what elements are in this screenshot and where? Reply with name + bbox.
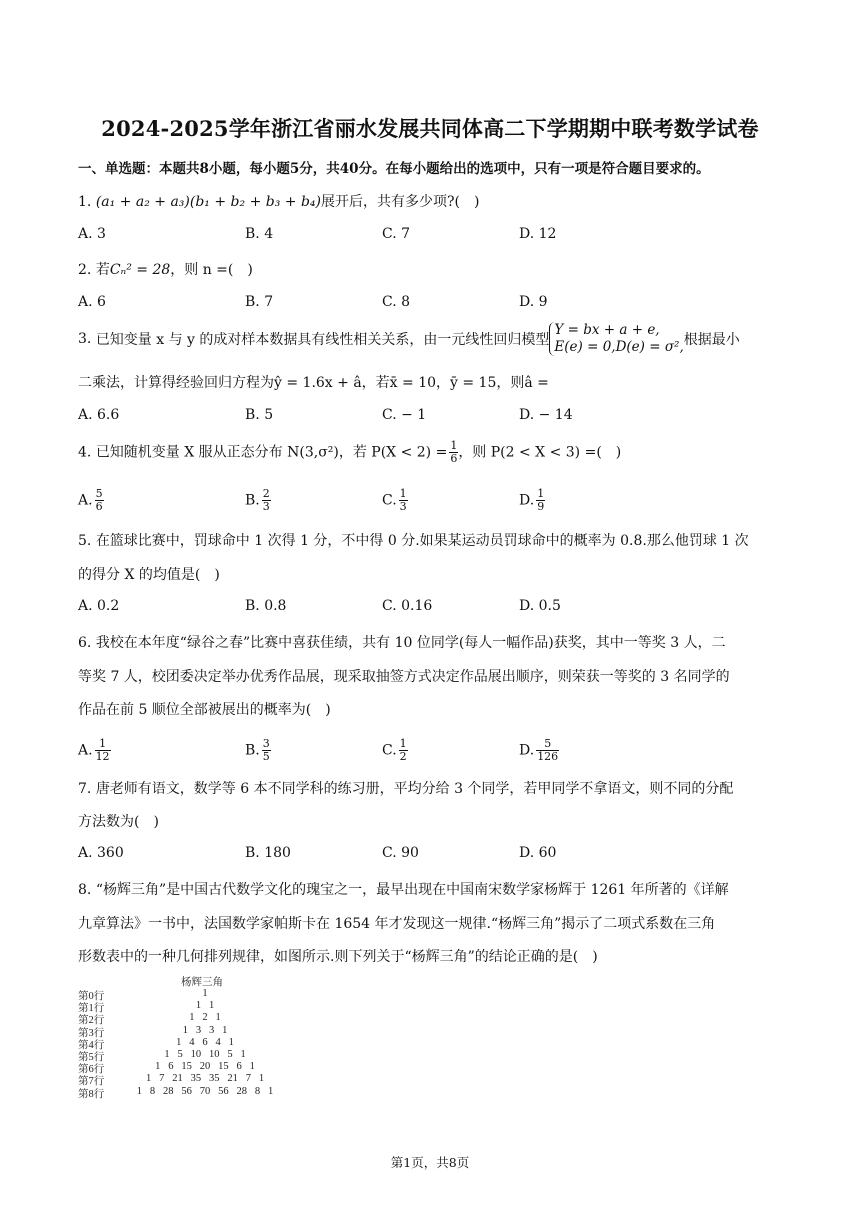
fraction <box>449 440 458 465</box>
question-text: 已知变量 x 与 y 的成对样本数据具有线性相关关系，由一元线性回归模型 <box>95 332 550 348</box>
option-b: B. $\frac{2}{3}$ <box>245 487 270 513</box>
triangle-row-label: 第1行 <box>78 1003 105 1015</box>
option-b: B. 0.8 <box>245 598 287 614</box>
triangle-row-label: 第7行 <box>78 1076 105 1088</box>
question-number: 2. <box>78 262 92 278</box>
question-number: 4. <box>78 444 92 461</box>
question-number: 3. <box>78 331 92 347</box>
question-number: 8. <box>78 882 92 898</box>
question-number: 1. <box>78 194 92 210</box>
question-number: 6. <box>78 635 92 651</box>
triangle-row-label: 第4行 <box>78 1039 105 1051</box>
question-6-line2: 等奖 7 人，校团委决定举办优秀作品展，现采取抽签方式决定作品展出顺序，则荣获一等奖的 3 名同学的 <box>78 669 730 685</box>
question-text: 展开后，共有多少项?( ) <box>321 194 480 210</box>
question-text: 已知随机变量 X 服从正态分布 N(3,σ²)，若 P(X < 2) = <box>95 444 448 461</box>
triangle-row-values: 1 2 1 <box>189 1012 221 1024</box>
triangle-row-label: 第8行 <box>78 1088 105 1100</box>
triangle-row-values: 1 5 10 10 5 1 <box>164 1049 246 1060</box>
option-c: C. − 1 <box>382 407 427 423</box>
triangle-row-values: 1 7 21 35 35 21 7 1 <box>145 1073 265 1085</box>
section-heading: 一、单选题：本题共8小题，每小题5分，共40分。在每小题给出的选项中，只有一项是符合题目要求的。 <box>78 161 710 177</box>
question-text: 唐老师有语文，数学等 6 本不同学科的练习册，平均分给 3 个同学，若甲同学不拿语文，则不同的分配 <box>95 781 734 797</box>
option-c: C. 7 <box>382 226 411 242</box>
question-5-line2: 的得分 X 的均值是( ) <box>78 567 220 583</box>
question-number: 5. <box>78 533 92 549</box>
option-c: C. $\frac{1}{2}$ <box>382 737 407 763</box>
question-number: 7. <box>78 781 92 797</box>
model-cases <box>549 322 683 356</box>
option-b: B. $\frac{3}{5}$ <box>245 737 270 763</box>
option-a: A. 360 <box>78 845 124 861</box>
option-a: A. $\frac{5}{6}$ <box>78 487 103 513</box>
triangle-caption: 杨辉三角 <box>181 977 223 988</box>
triangle-row-values: 1 4 6 4 1 <box>176 1036 234 1048</box>
question-text: 我校在本年度“绿谷之春”比赛中喜获佳绩，共有 10 位同学(每人一幅作品)获奖，其中一等奖 3 人，二 <box>95 635 726 651</box>
triangle-row-label: 第2行 <box>78 1015 105 1027</box>
question-text: 若 <box>95 262 110 278</box>
triangle-row-label: 第0行 <box>78 991 105 1002</box>
question-3 <box>78 322 740 356</box>
question-6 <box>78 632 726 652</box>
option-a: A. 3 <box>78 226 106 242</box>
triangle-row-label: 第5行 <box>78 1052 105 1063</box>
question-5 <box>78 530 749 550</box>
page-footer: 第1页，共8页 <box>390 1155 470 1170</box>
question-8-line2: 九章算法》一书中，法国数学家帕斯卡在 1654 年才发现这一规律.“杨辉三角”揭示了二项式系数在三角 <box>78 916 716 932</box>
question-4 <box>78 440 621 465</box>
option-d: D. 0.5 <box>519 598 561 614</box>
triangle-row-label: 第6行 <box>78 1064 105 1076</box>
option-b: B. 7 <box>245 294 274 310</box>
triangle-row-label: 第3行 <box>78 1027 105 1039</box>
option-d: D. 9 <box>519 294 548 310</box>
question-7 <box>78 778 733 798</box>
triangle-row-values: 1 1 <box>195 1000 215 1012</box>
option-c: C. $\frac{1}{3}$ <box>382 487 407 513</box>
denominator: 6 <box>450 452 458 465</box>
question-math: Cₙ² = 28 <box>109 262 171 278</box>
question-text: 根据最小 <box>683 332 740 348</box>
option-a: A. $\frac{1}{12}$ <box>78 737 110 763</box>
option-d: D. $\frac{5}{126}$ <box>519 737 559 763</box>
option-d: D. − 14 <box>519 407 573 423</box>
question-text: ，则 P(2 < X < 3) =( ) <box>458 444 622 461</box>
triangle-row-values: 1 6 15 20 15 6 1 <box>155 1061 255 1073</box>
triangle-row-values: 1 3 3 1 <box>182 1024 228 1036</box>
option-d: D. 12 <box>519 226 557 242</box>
question-3-line2: 二乘法，计算得经验回归方程为ŷ = 1.6x + â，若x̄ = 10，ȳ = 15，则â = <box>78 375 549 391</box>
option-b: B. 5 <box>245 407 274 423</box>
question-8 <box>78 879 729 899</box>
option-c: C. 90 <box>382 845 419 861</box>
option-c: C. 8 <box>382 294 411 310</box>
question-7-line2: 方法数为( ) <box>78 814 159 830</box>
question-text: “杨辉三角”是中国古代数学文化的瑰宝之一，最早出现在中国南宋数学家杨辉于 1261 年所著的《详解 <box>95 882 729 898</box>
triangle-row-values: 1 <box>202 988 208 999</box>
question-6-line3: 作品在前 5 顺位全部被展出的概率为( ) <box>78 702 331 718</box>
page-title: 2024-2025学年浙江省丽水发展共同体高二下学期期中联考数学试卷 <box>101 116 759 141</box>
option-d: D. $\frac{1}{9}$ <box>519 487 545 513</box>
question-math: (a₁ + a₂ + a₃)(b₁ + b₂ + b₃ + b₄) <box>95 194 321 210</box>
option-a: A. 6 <box>78 294 106 310</box>
option-b: B. 180 <box>245 845 291 861</box>
question-1 <box>78 191 479 211</box>
option-a: A. 0.2 <box>78 598 120 614</box>
triangle-row-values: 1 8 28 56 70 56 28 8 1 <box>136 1085 274 1097</box>
case-line: Y = bx + a + e, <box>554 322 660 338</box>
case-line: E(e) = 0,D(e) = σ², <box>554 339 684 355</box>
numerator: 1 <box>450 439 458 452</box>
question-2 <box>78 259 253 279</box>
option-a: A. 6.6 <box>78 407 120 423</box>
question-text: ，则 n =( ) <box>170 262 253 278</box>
option-d: D. 60 <box>519 845 557 861</box>
question-8-line3: 形数表中的一种几何排列规律，如图所示.则下列关于“杨辉三角”的结论正确的是( ) <box>78 949 598 965</box>
option-b: B. 4 <box>245 226 274 242</box>
question-text: 在篮球比赛中，罚球命中 1 次得 1 分，不中得 0 分.如果某运动员罚球命中的概率为 0.8.那么他罚球 1 次 <box>95 533 749 549</box>
option-c: C. 0.16 <box>382 598 433 614</box>
